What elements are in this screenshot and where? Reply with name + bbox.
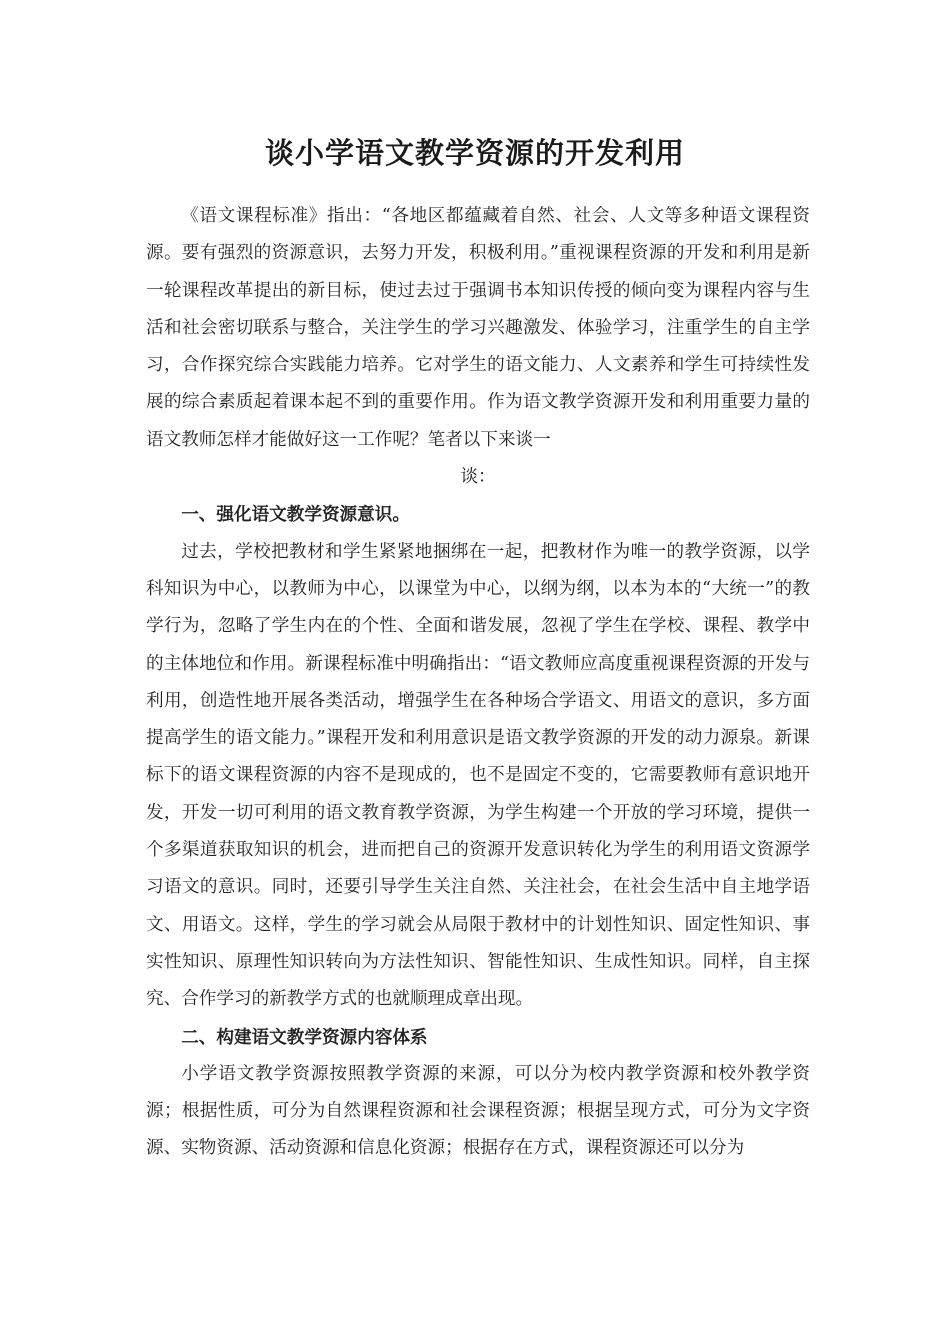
intro-paragraph: 《语文课程标准》指出：“各地区都蕴藏着自然、社会、人文等多种语文课程资源。要有强烈的资源意识，去努力开发，积极利用。”重视课程资源的开发和利用是新一轮课程改革提出的新目标，使过去过于强调书本知识传授的倾向变为课程内容与生活和社会密切联系与整合，关注学生的学习兴趣激发、体验学习，注重学生的自主学习，合作探究综合实践能力培养。它对学生的语文能力、人文素养和学生可持续性发展的综合素质起着课本起不到的重要作用。作为语文教学资源开发和利用重要力量的语文教师怎样才能做好这一工作呢？笔者以下来谈一 (146, 206, 810, 450)
section-1-paragraph: 过去，学校把教材和学生紧紧地捆绑在一起，把教材作为唯一的教学资源，以学科知识为中心，以教师为中心，以课堂为中心，以纲为纲，以本为本的“大统一”的教学行为，忽略了学生内在的个性、全面和谐发展，忽视了学生在学校、课程、教学中的主体地位和作用。新课程标准中明确指出：“语文教师应高度重视课程资源的开发与利用，创造性地开展各类活动，增强学生在各种场合学语文、用语文的意识，多方面提高学生的语文能力。”课程开发和利用意识是语文教学资源的开发的动力源泉。新课标下的语文课程资源的内容不是现成的，也不是固定不变的，它需要教师有意识地开发，开发一切可利用的语文教育教学资源，为学生构建一个开放的学习环境，提供一个多渠道获取知识的机会，进而把自己的资源开发意识转化为学生的利用语文资源学习语文的意识。同时，还要引导学生关注自然、关注社会，在社会生活中自主地学语文、用语文。这样，学生的学习就会从局限于教材中的计划性知识、固定性知识、事实性知识、原理性知识转向为方法性知识、智能性知识、生成性知识。同样，自主探究、合作学习的新教学方式的也就顺理成章出现。 (146, 541, 810, 1010)
section-2-paragraph: 小学语文教学资源按照教学资源的来源，可以分为校内教学资源和校外教学资源；根据性质，可分为自然课程资源和社会课程资源；根据呈现方式，可分为文字资源、实物资源、活动资源和信息化资源；根据存在方式，课程资源还可以分为 (146, 1063, 810, 1159)
section-2-heading: 二、构建语文教学资源内容体系 (181, 1026, 428, 1048)
section-1-heading: 一、强化语文教学资源意识。 (181, 504, 410, 526)
intro-paragraph-tail: 谈： (460, 467, 496, 488)
document-body (146, 198, 810, 1168)
document-title: 谈小学语文教学资源的开发利用 (264, 136, 685, 170)
